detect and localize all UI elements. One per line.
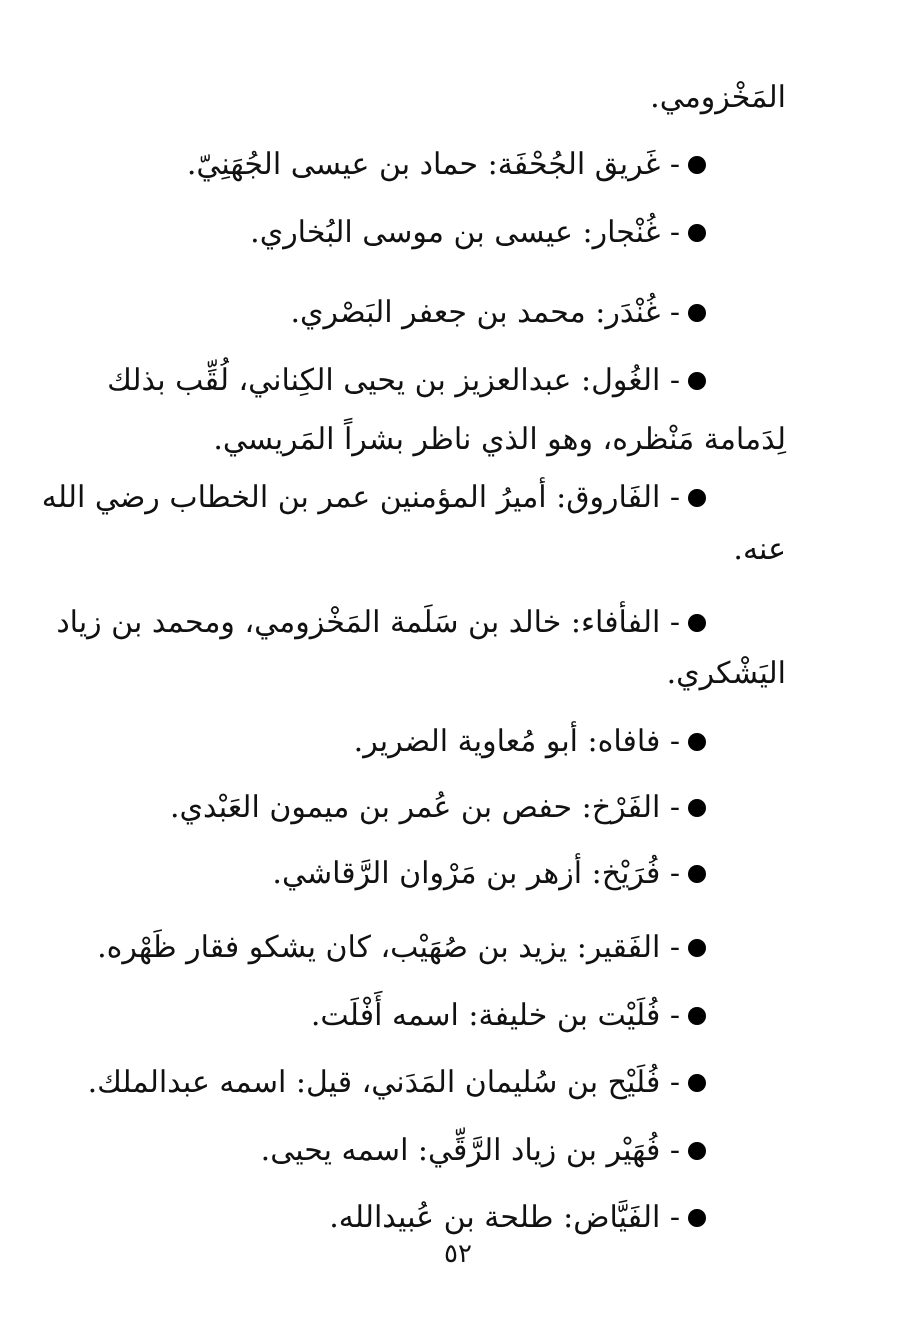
bullet-icon [688,304,706,322]
bullet-icon [688,156,706,174]
text-line: اليَشْكري. [666,656,786,691]
entry-line: - فُهَيْر بن زياد الرَّقِّي: اسمه يحيى. [260,1133,680,1168]
entry-line: - الفَقير: يزيد بن صُهَيْب، كان يشكو فقار ظَهْره. [97,930,680,965]
entry-line: - الفَاروق: أميرُ المؤمنين عمر بن الخطاب رضي الله [41,480,680,515]
bullet-icon [688,865,706,883]
entry-line: - غُنْدَر: محمد بن جعفر البَصْري. [290,295,680,330]
bullet-icon [688,799,706,817]
entry-line: - غَريق الجُحْفَة: حماد بن عيسى الجُهَنِيّ. [186,147,680,182]
bullet-icon [688,489,706,507]
text-line: المَخْزومي. [650,80,786,115]
bullet-icon [688,1209,706,1227]
bullet-icon [688,372,706,390]
text-line: عنه. [733,532,786,567]
entry-line: - الفَيَّاض: طلحة بن عُبيدالله. [329,1200,680,1235]
bullet-icon [688,224,706,242]
entry-line: - الفَرْخ: حفص بن عُمر بن ميمون العَبْدي. [170,790,680,825]
entry-line: - فُرَيْخ: أزهر بن مَرْوان الرَّقاشي. [272,856,680,891]
entry-line: - الغُول: عبدالعزيز بن يحيى الكِناني، لُقِّب بذلك [107,363,680,398]
page-number: ٥٢ [444,1239,472,1269]
entry-line: - غُنْجار: عيسى بن موسى البُخاري. [250,215,680,250]
bullet-icon [688,939,706,957]
bullet-icon [688,1142,706,1160]
entry-line: - فُلَيْت بن خليفة: اسمه أَفْلَت. [310,998,680,1033]
entry-line: - فُلَيْح بن سُليمان المَدَني، قيل: اسمه عبدالملك. [87,1065,680,1100]
text-line: لِدَمامة مَنْظره، وهو الذي ناظر بشراً المَريسي. [213,422,786,457]
bullet-icon [688,1074,706,1092]
bullet-icon [688,1007,706,1025]
bullet-icon [688,614,706,632]
entry-line: - فافاه: أبو مُعاوية الضرير. [353,724,680,759]
entry-line: - الفأفاء: خالد بن سَلَمة المَخْزومي، ومحمد بن زياد [56,605,680,640]
bullet-icon [688,733,706,751]
